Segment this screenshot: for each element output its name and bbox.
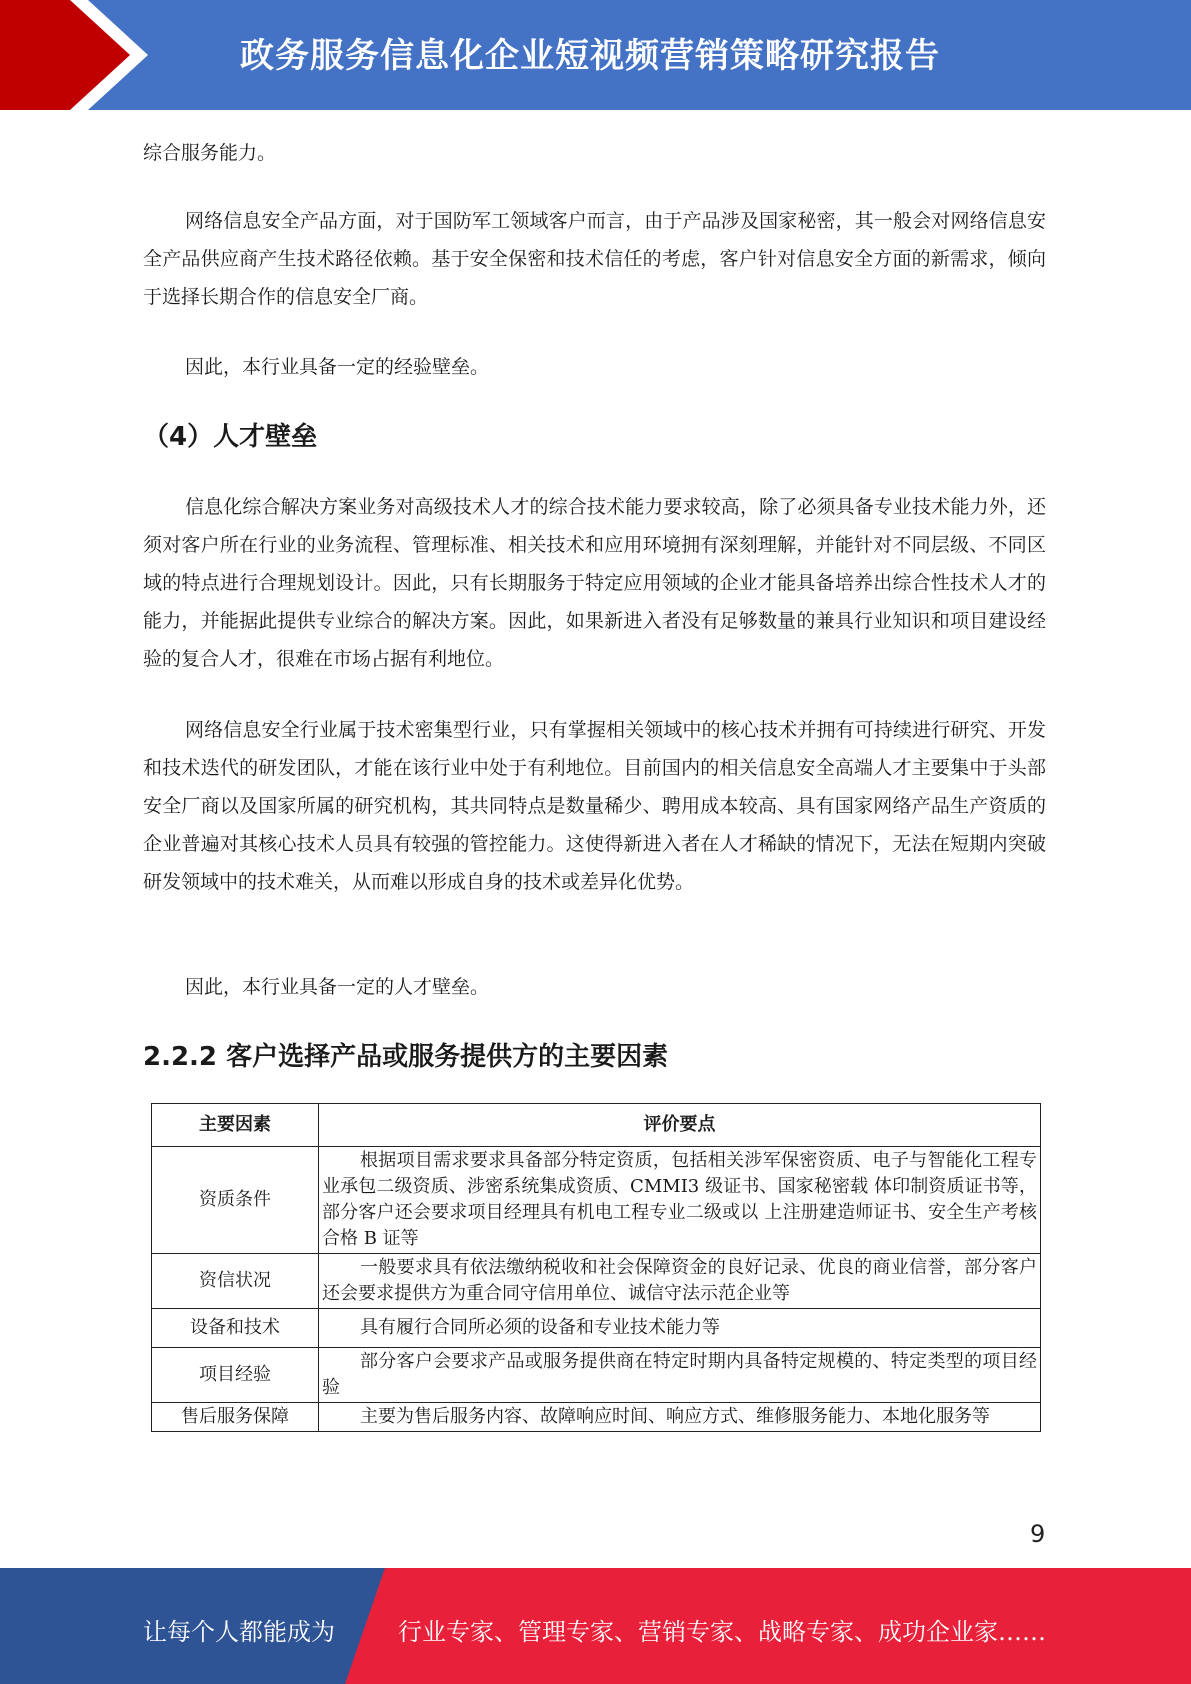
table-row xyxy=(152,1147,1041,1254)
paragraph-3: 因此，本行业具备一定的经验壁垒。 xyxy=(185,356,490,378)
factor-cell: 资信状况 xyxy=(152,1254,319,1309)
table-row xyxy=(152,1403,1041,1432)
paragraph-1: 综合服务能力。 xyxy=(143,142,277,164)
page-footer xyxy=(0,1568,1191,1684)
detail-cell: 主要为售后服务内容、故障响应时间、响应方式、维修服务能力、本地化服务等 xyxy=(319,1403,1041,1432)
detail-cell: 根据项目需求要求具备部分特定资质，包括相关涉军保密资质、电子与智能化工程专业承包二级资质、涉密系统集成资质、CMMI3 级证书、国家秘密载 体印制资质证书等，部分客户还会要求项目经理具有机电工程专业二级或以 上注册建造师证书、安全生产考核合格 B 证等 xyxy=(319,1147,1041,1254)
paragraph-4: 信息化综合解决方案业务对高级技术人才的综合技术能力要求较高，除了必须具备专业技术能力外，还须对客户所在行业的业务流程、管理标准、相关技术和应用环境拥有深刻理解，并能针对不同层级、不同区域的特点进行合理规划设计。因此，只有长期服务于特定应用领域的企业才能具备培养出综合性技术人才的能力，并能据此提供专业综合的解决方案。因此，如果新进入者没有足够数量的兼具行业知识和项目建设经验的复合人才，很难在市场占据有利地位。 xyxy=(143,496,1046,670)
footer-slogan-right: 行业专家、管理专家、营销专家、战略专家、成功企业家…… xyxy=(398,1618,1046,1646)
detail-cell: 一般要求具有依法缴纳税收和社会保障资金的良好记录、优良的商业信誉，部分客户还会要求提供方为重合同守信用单位、诚信守法示范企业等 xyxy=(319,1254,1041,1309)
report-title: 政务服务信息化企业短视频营销策略研究报告 xyxy=(240,36,940,76)
header-evaluation: 评价要点 xyxy=(319,1104,1041,1147)
detail-cell: 具有履行合同所必须的设备和专业技术能力等 xyxy=(319,1309,1041,1348)
factor-cell: 售后服务保障 xyxy=(152,1403,319,1432)
table-row xyxy=(152,1254,1041,1309)
table-row xyxy=(152,1348,1041,1403)
heading-talent-barrier: （4）人才壁垒 xyxy=(143,422,318,452)
paragraph-5: 网络信息安全行业属于技术密集型行业，只有掌握相关领域中的核心技术并拥有可持续进行研究、开发和技术迭代的研发团队，才能在该行业中处于有利地位。目前国内的相关信息安全高端人才主要集中于头部安全厂商以及国家所属的研究机构，其共同特点是数量稀少、聘用成本较高、具有国家网络产品生产资质的企业普遍对其核心技术人员具有较强的管控能力。这使得新进入者在人才稀缺的情况下，无法在短期内突破研发领域中的技术难关，从而难以形成自身的技术或差异化优势。 xyxy=(143,719,1046,893)
factor-cell: 项目经验 xyxy=(152,1348,319,1403)
paragraph-2: 网络信息安全产品方面，对于国防军工领域客户而言，由于产品涉及国家秘密，其一般会对网络信息安全产品供应商产生技术路径依赖。基于安全保密和技术信任的考虑，客户针对信息安全方面的新需求，倾向于选择长期合作的信息安全厂商。 xyxy=(143,210,1046,308)
footer-slogan-left: 让每个人都能成为 xyxy=(143,1618,335,1646)
detail-cell: 部分客户会要求产品或服务提供商在特定时期内具备特定规模的、特定类型的项目经验 xyxy=(319,1348,1041,1403)
header-factor: 主要因素 xyxy=(152,1104,319,1147)
table-row xyxy=(152,1309,1041,1348)
paragraph-6: 因此，本行业具备一定的人才壁垒。 xyxy=(185,976,490,998)
table-header-row xyxy=(152,1104,1041,1147)
factors-table xyxy=(151,1103,1041,1432)
page-header xyxy=(0,0,1191,110)
page-number: 9 xyxy=(1030,1520,1046,1548)
factor-cell: 资质条件 xyxy=(152,1147,319,1254)
section-heading-2-2-2: 2.2.2 客户选择产品或服务提供方的主要因素 xyxy=(143,1042,669,1072)
factor-cell: 设备和技术 xyxy=(152,1309,319,1348)
